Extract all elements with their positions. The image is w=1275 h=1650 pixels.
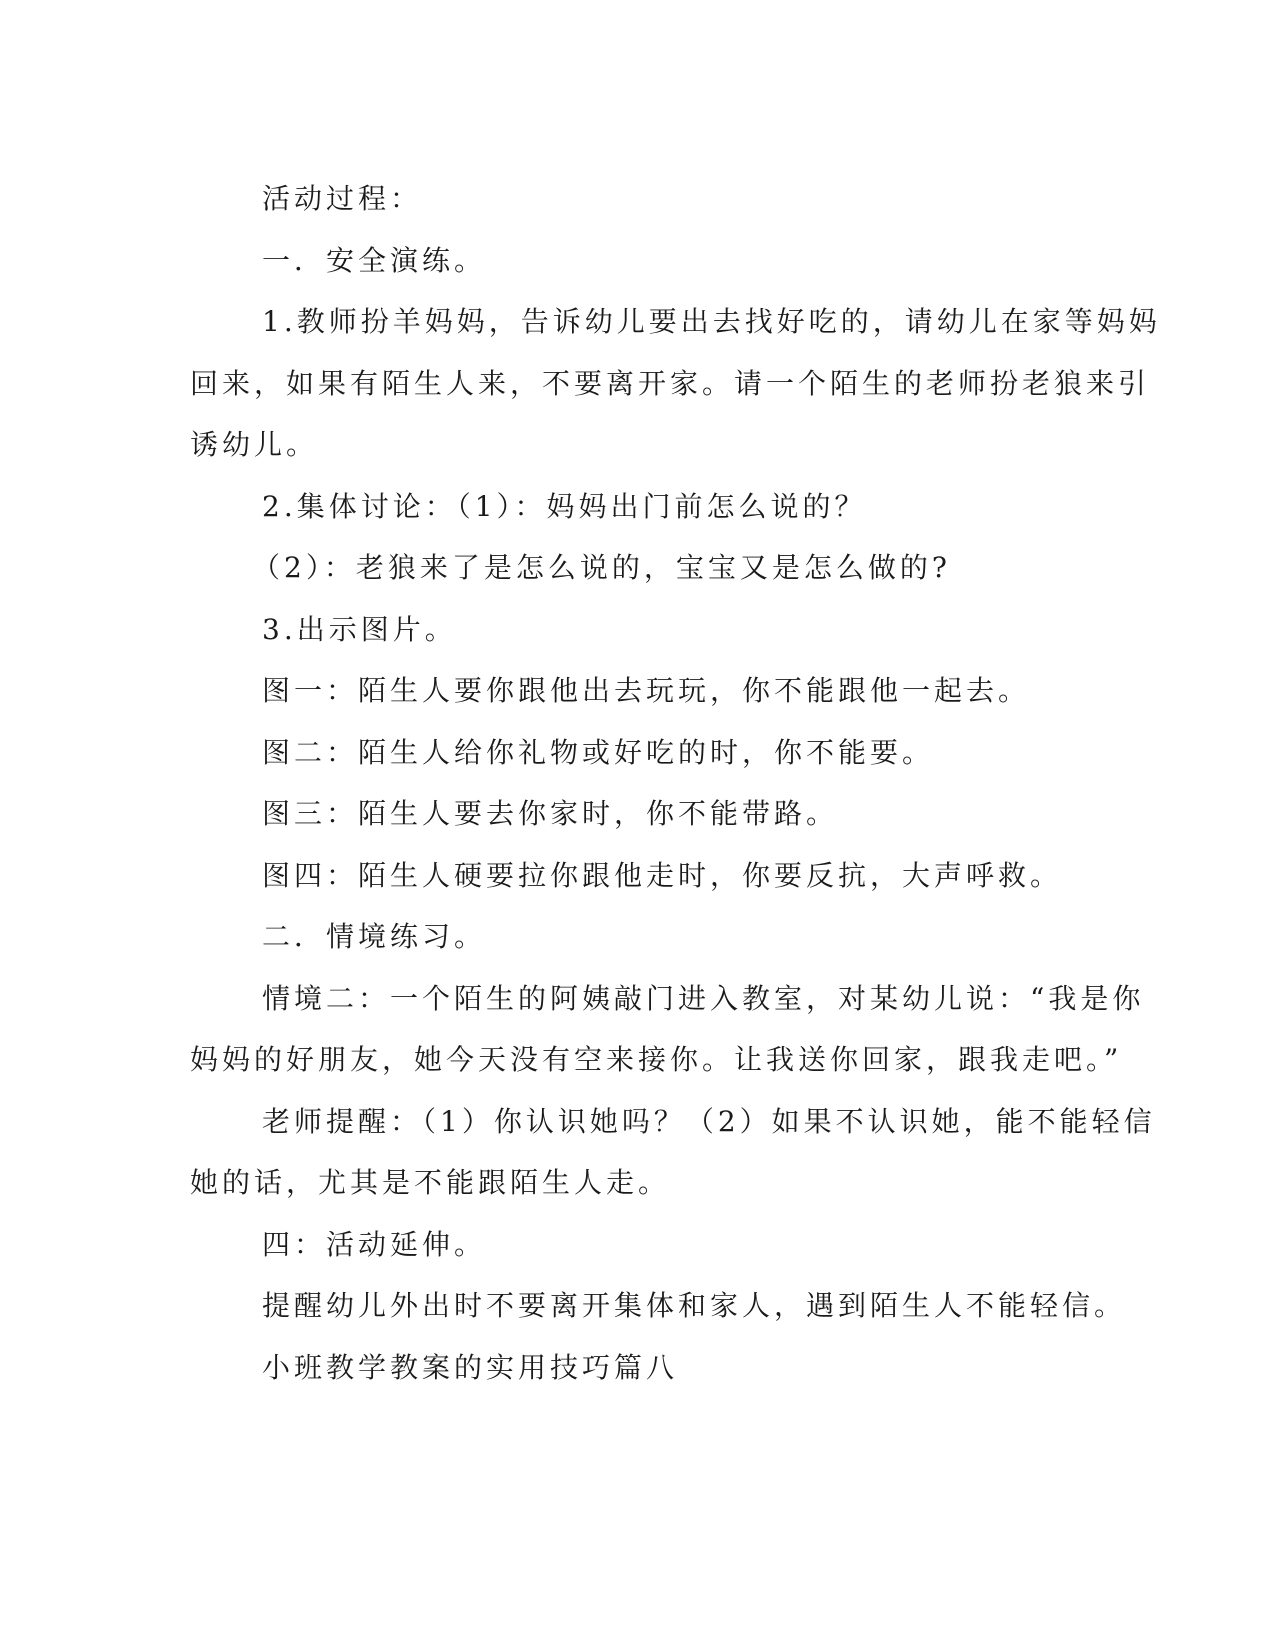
section-title: 小班教学教案的实用技巧篇八	[262, 1350, 679, 1384]
heading-activity-process: 活动过程：	[262, 182, 423, 215]
paragraph-line: 图二：陌生人给你礼物或好吃的时，你不能要。	[262, 735, 935, 769]
document-body	[190, 168, 1161, 1398]
paragraph-line: 2.集体讨论：（1）：妈妈出门前怎么说的？	[262, 489, 867, 523]
section-heading-safety-drill: 一．安全演练。	[262, 243, 487, 277]
paragraph-line: 老师提醒：（1）你认识她吗？（2）如果不认识她，能不能轻信	[262, 1104, 1156, 1138]
section-heading-activity-extension: 四：活动延伸。	[262, 1227, 487, 1261]
paragraph-line: 回来，如果有陌生人来，不要离开家。请一个陌生的老师扮老狼来引	[190, 366, 1151, 400]
paragraph-line: 图一：陌生人要你跟他出去玩玩，你不能跟他一起去。	[262, 674, 1031, 707]
paragraph-line: 提醒幼儿外出时不要离开集体和家人，遇到陌生人不能轻信。	[262, 1289, 1127, 1322]
paragraph-line: 3.出示图片。	[262, 612, 457, 646]
paragraph-line: 情境二：一个陌生的阿姨敲门进入教室，对某幼儿说：“我是你	[262, 981, 1145, 1015]
paragraph-line: 她的话，尤其是不能跟陌生人走。	[190, 1166, 671, 1199]
paragraph-line: 1.教师扮羊妈妈，告诉幼儿要出去找好吃的，请幼儿在家等妈妈	[262, 305, 1161, 338]
paragraph-line: 诱幼儿。	[190, 428, 319, 461]
paragraph-line: 图四：陌生人硬要拉你跟他走时，你要反抗，大声呼救。	[262, 858, 1063, 892]
paragraph-line: 图三：陌生人要去你家时，你不能带路。	[262, 797, 839, 830]
paragraph-line: 妈妈的好朋友，她今天没有空来接你。让我送你回家，跟我走吧。”	[190, 1043, 1123, 1076]
paragraph-line: （2）：老狼来了是怎么说的，宝宝又是怎么做的?	[252, 551, 951, 584]
section-heading-scenario-practice: 二．情境练习。	[262, 920, 487, 953]
